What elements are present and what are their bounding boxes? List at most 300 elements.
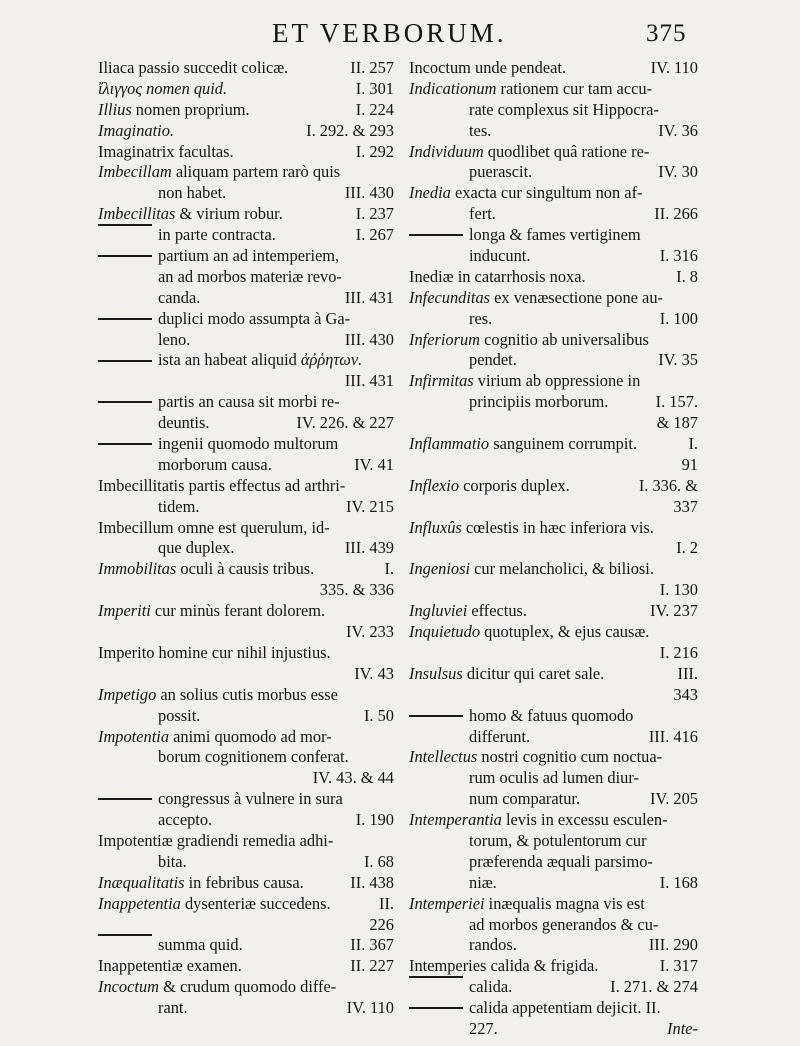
index-line (98, 977, 394, 998)
page-reference: IV. 41 (354, 454, 394, 474)
index-line (409, 100, 698, 121)
entry-text: canda. (158, 287, 201, 307)
entry-heading (98, 873, 304, 894)
entry-text: & crudum quomodo diffe- (159, 977, 337, 997)
entry-text: tes. (469, 120, 492, 140)
index-line (409, 580, 698, 601)
entry-heading (98, 894, 331, 915)
entry-text: Inflexio (409, 475, 460, 495)
page-reference: I. 157. (655, 392, 698, 412)
entry-heading (158, 330, 190, 351)
index-line (98, 810, 394, 831)
entry-text: inæqualis magna vis est (484, 893, 645, 913)
entry-heading (469, 309, 492, 330)
page-reference: III. 431 (344, 287, 394, 307)
index-line (409, 434, 698, 455)
entry-text: Iliaca passio succedit colicæ. (98, 58, 289, 77)
entry-heading (409, 58, 566, 79)
index-line (409, 330, 698, 351)
page-reference: I. 292 (355, 141, 394, 161)
index-line (98, 643, 394, 664)
entry-text: Imbecillitatis partis effectus ad arthri- (98, 475, 346, 495)
index-line (98, 79, 394, 100)
entry-text: torum, & potulentorum cur (469, 830, 647, 850)
index-line (409, 79, 698, 100)
entry-heading (158, 183, 226, 204)
page-reference: I. 100 (659, 308, 698, 328)
entry-text: dicitur qui caret sale. (462, 663, 605, 683)
index-line (98, 476, 394, 497)
index-line (98, 183, 394, 204)
entry-text: Inflammatio (409, 434, 490, 454)
index-line (98, 831, 394, 852)
entry-heading (409, 267, 586, 288)
page-reference: & 187 (656, 413, 698, 433)
entry-text: fert. (469, 204, 496, 224)
index-line (98, 100, 394, 121)
index-line (98, 413, 394, 434)
entry-text: congressus à vulnere in sura (158, 789, 343, 809)
index-line (98, 225, 394, 246)
entry-text: animi quomodo ad mor- (169, 726, 332, 746)
ditto-dash (98, 224, 152, 226)
page-reference: II. 257 (350, 58, 394, 77)
entry-text: Ingluviei (409, 601, 468, 621)
entry-text: bita. (158, 851, 187, 871)
entry-heading (158, 810, 212, 831)
index-line (409, 706, 698, 727)
index-line (98, 956, 394, 977)
index-line (409, 789, 698, 810)
index-line (98, 685, 394, 706)
entry-heading (409, 476, 570, 497)
index-line (98, 873, 394, 894)
entry-text: rum oculis ad lumen diur- (469, 768, 639, 788)
page-reference: I. 68 (363, 851, 394, 871)
index-line (409, 476, 698, 497)
entry-text: Insulsus (409, 663, 463, 683)
index-line (409, 559, 698, 580)
entry-text: Immobilitas (98, 559, 177, 579)
entry-text: Intemperiei (409, 893, 485, 913)
entry-text: levis in excessu esculen- (501, 810, 668, 830)
entry-text: cognitio ab universalibus (480, 329, 649, 349)
index-line (98, 706, 394, 727)
index-line (98, 935, 394, 956)
page-reference: I. 190 (355, 810, 394, 830)
entry-text: tidem. (158, 496, 200, 516)
index-line (409, 413, 698, 434)
entry-text: rant. (158, 998, 188, 1018)
entry-text: calida appetentiam dejicit. II. (469, 998, 661, 1018)
index-line (409, 831, 698, 852)
page-reference: III. 431 (344, 371, 394, 391)
page-reference: II. 266 (654, 204, 698, 224)
page-reference: IV. 30 (658, 162, 698, 182)
index-line (98, 664, 394, 685)
index-line (98, 852, 394, 873)
entry-heading (98, 121, 174, 142)
entry-heading (469, 246, 530, 267)
page-reference: III. (677, 663, 698, 683)
entry-text: oculi à causis tribus. (176, 559, 315, 579)
entry-text: leno. (158, 329, 191, 349)
index-line (409, 497, 698, 518)
index-line (409, 664, 698, 685)
page-reference: I. 224 (355, 99, 394, 119)
page-reference: 91 (681, 454, 698, 474)
entry-text: cœlestis in hæc inferiora vis. (461, 517, 654, 537)
entry-text: Inæqualitatis (98, 872, 185, 892)
ditto-dash (98, 255, 152, 257)
entry-heading (469, 162, 532, 183)
entry-text: Intemperies calida & frigida. (409, 956, 599, 976)
entry-text: borum cognitionem conferat. (158, 747, 349, 767)
page-reference: IV. 35 (658, 350, 698, 370)
page-reference: 343 (673, 684, 698, 704)
index-line (409, 350, 698, 371)
entry-text: Intemperantia (409, 810, 502, 830)
page-reference: Inte- (667, 1018, 698, 1038)
entry-heading (469, 935, 517, 956)
page-reference: I. (384, 559, 394, 579)
entry-text: exacta cur singultum non af- (450, 183, 643, 203)
index-line (409, 538, 698, 559)
page-reference: I. 168 (659, 872, 698, 892)
index-line (409, 121, 698, 142)
ditto-dash (409, 234, 463, 236)
page-reference: I. 2 (676, 538, 698, 558)
page-reference: III. 439 (344, 538, 394, 558)
entry-text: Infirmitas (409, 371, 474, 391)
entry-text: partis an causa sit morbi re- (158, 392, 340, 412)
index-line (98, 622, 394, 643)
index-line (409, 915, 698, 936)
entry-text: Imaginatio. (98, 120, 175, 140)
entry-heading (98, 956, 242, 977)
entry-heading (469, 789, 580, 810)
page-reference: III. 416 (648, 726, 698, 746)
index-line (98, 434, 394, 455)
index-line (409, 225, 698, 246)
page-reference: I. 292. & 293 (306, 120, 394, 140)
entry-heading (469, 350, 517, 371)
index-line (98, 246, 394, 267)
entry-heading (409, 601, 527, 622)
entry-text: 227. (469, 1018, 498, 1038)
page-reference: I. 316 (659, 246, 698, 266)
entry-heading (98, 79, 227, 100)
index-line (98, 121, 394, 142)
index-line (98, 267, 394, 288)
page-number: 375 (646, 20, 687, 47)
entry-text: ingenii quomodo multorum (158, 434, 339, 454)
index-line (409, 1019, 698, 1040)
page-reference: III. 430 (344, 329, 394, 349)
index-line (98, 559, 394, 580)
page-reference: 337 (673, 496, 698, 516)
entry-text: inducunt. (469, 246, 531, 266)
entry-text: Inappetentia (98, 893, 181, 913)
index-line (409, 142, 698, 163)
entry-text: Incoctum unde pendeat. (409, 58, 567, 77)
index-line (409, 455, 698, 476)
entry-heading (98, 100, 250, 121)
index-line (409, 183, 698, 204)
entry-text: effectus. (467, 601, 528, 621)
entry-text: Inquietudo (409, 622, 481, 642)
index-line (409, 371, 698, 392)
entry-heading (158, 852, 187, 873)
entry-text: puerascit. (469, 162, 533, 182)
entry-heading (98, 559, 314, 580)
entry-text: Intellectus (409, 747, 478, 767)
entry-text: præferenda æquali parsimo- (469, 851, 653, 871)
index-line (409, 685, 698, 706)
index-line (409, 246, 698, 267)
ditto-dash (98, 443, 152, 445)
index-line (409, 873, 698, 894)
entry-heading (158, 288, 200, 309)
entry-text: Inappetentiæ examen. (98, 956, 242, 976)
entry-text: an solius cutis morbus esse (156, 684, 338, 704)
entry-text: ἀῤῥητων. (300, 350, 363, 370)
entry-text: Ingeniosi (409, 559, 471, 579)
index-line (98, 915, 394, 936)
index-line (98, 998, 394, 1019)
entry-text: Illius (98, 99, 132, 119)
entry-heading (469, 1019, 498, 1040)
index-line (409, 977, 698, 998)
entry-text: que duplex. (158, 538, 235, 558)
entry-text: principiis morborum. (469, 392, 609, 412)
page-reference: IV. 110 (650, 58, 698, 77)
entry-text: nostri cognitio cum noctua- (477, 747, 663, 767)
ditto-dash (409, 1007, 463, 1009)
entry-text: virium ab oppressione in (473, 371, 641, 391)
page-reference: II. 367 (350, 935, 394, 955)
page-reference: IV. 226. & 227 (296, 413, 394, 433)
entry-text: quotuplex, & ejus causæ. (480, 622, 650, 642)
entry-text: Inediæ in catarrhosis noxa. (409, 266, 586, 286)
entry-text: num comparatur. (469, 789, 581, 809)
index-line (409, 727, 698, 748)
page-reference: I. 317 (659, 956, 698, 976)
entry-text: niæ. (469, 872, 497, 892)
entry-text: Infecunditas (409, 287, 491, 307)
entry-text: res. (469, 308, 493, 328)
index-line (409, 747, 698, 768)
entry-text: ad morbos generandos & cu- (469, 914, 659, 934)
page-reference: I. 271. & 274 (610, 977, 698, 997)
page-reference: IV. 43. & 44 (312, 768, 394, 788)
index-line (98, 727, 394, 748)
page-reference: II. 227 (350, 956, 394, 976)
page-reference: II. 438 (350, 872, 394, 892)
entry-heading (469, 121, 491, 142)
running-title: ET VERBORUM. (272, 18, 507, 48)
entry-text: & virium robur. (175, 204, 283, 224)
entry-text: Imbecillitas (98, 204, 176, 224)
index-line (409, 894, 698, 915)
entry-heading (158, 225, 356, 246)
entry-text: Individuum (409, 141, 484, 161)
entry-text: Imaginatrix facultas. (98, 141, 234, 161)
entry-text: homo & fatuus quomodo (469, 705, 634, 725)
index-line (409, 518, 698, 539)
index-line (409, 288, 698, 309)
index-line (98, 371, 394, 392)
entry-text: cur melancholici, & biliosi. (470, 559, 654, 579)
index-line (98, 747, 394, 768)
index-line (409, 935, 698, 956)
page-reference: I. 50 (363, 705, 394, 725)
entry-text: ista an habeat aliquid (158, 350, 301, 370)
entry-heading (158, 413, 209, 434)
index-line (409, 998, 698, 1019)
page-reference: I. 267 (355, 225, 394, 245)
index-line (409, 956, 698, 977)
index-line (409, 768, 698, 789)
index-line (409, 601, 698, 622)
index-line (98, 288, 394, 309)
index-line (409, 643, 698, 664)
page-reference: I. 216 (659, 642, 698, 662)
index-line (98, 58, 394, 79)
entry-text: possit. (158, 705, 201, 725)
entry-text: Inedia (409, 183, 451, 203)
entry-text: Impetigo (98, 684, 157, 704)
index-line (98, 309, 394, 330)
index-line (409, 392, 698, 413)
entry-text: nomen proprium. (131, 99, 250, 119)
entry-text: randos. (469, 935, 517, 955)
entry-heading (469, 392, 608, 413)
index-line (98, 455, 394, 476)
entry-text: Imperiti (98, 601, 151, 621)
index-line (409, 622, 698, 643)
entry-text: Imbecillam (98, 162, 172, 182)
page-reference: III. 290 (648, 935, 698, 955)
entry-text: calida. (469, 977, 513, 997)
ditto-dash (98, 360, 152, 362)
entry-heading (409, 434, 637, 455)
index-line (98, 789, 394, 810)
right-index-column (409, 58, 698, 1040)
page-reference: II. (378, 893, 394, 913)
entry-text: Imbecillum omne est querulum, id- (98, 517, 330, 537)
entry-heading (158, 538, 234, 559)
entry-text: duplici modo assumpta à Ga- (158, 308, 351, 328)
page-reference: IV. 43 (354, 663, 394, 683)
entry-text: an ad morbos materiæ revo- (158, 266, 342, 286)
entry-text: Inferiorum (409, 329, 481, 349)
entry-heading (469, 873, 497, 894)
entry-heading (158, 497, 199, 518)
page-reference: IV. 233 (346, 622, 394, 642)
index-line (98, 204, 394, 225)
page-reference: I. (688, 434, 698, 454)
page-reference: IV. 205 (650, 789, 698, 809)
entry-text: rate complexus sit Hippocra- (469, 99, 659, 119)
index-line (98, 580, 394, 601)
left-index-column (98, 58, 394, 1019)
index-line (98, 350, 394, 371)
running-header (0, 12, 800, 52)
page-reference: 335. & 336 (319, 580, 394, 600)
index-line (409, 58, 698, 79)
entry-text: quodlibet quâ ratione re- (483, 141, 650, 161)
entry-text: aliquam partem rarò quis (171, 162, 341, 182)
entry-text: summa quid. (158, 935, 243, 955)
page-reference: IV. 237 (650, 601, 698, 621)
entry-text: in febribus causa. (184, 872, 304, 892)
page-reference: I. 237 (355, 204, 394, 224)
entry-heading (158, 455, 272, 476)
entry-text: pendet. (469, 350, 517, 370)
page-reference: IV. 215 (346, 496, 394, 516)
index-line (98, 894, 394, 915)
entry-text: ἴλιγγος nomen quid. (98, 78, 228, 98)
entry-text: cur minùs ferant dolorem. (150, 601, 326, 621)
entry-heading (469, 204, 496, 225)
entry-heading (469, 727, 530, 748)
entry-text: Imperito homine cur nihil injustius. (98, 642, 331, 662)
index-line (98, 497, 394, 518)
entry-heading (158, 935, 350, 956)
entry-text: non habet. (158, 183, 227, 203)
page-reference: III. 430 (344, 183, 394, 203)
page-reference: I. 336. & (638, 475, 698, 495)
ditto-dash (409, 715, 463, 717)
ditto-dash (98, 401, 152, 403)
index-line (98, 142, 394, 163)
entry-heading (409, 956, 598, 977)
entry-heading (469, 977, 610, 998)
index-line (409, 852, 698, 873)
index-line (98, 768, 394, 789)
index-line (98, 601, 394, 622)
ditto-dash (98, 318, 152, 320)
ditto-dash (98, 934, 152, 936)
entry-text: Incoctum (98, 977, 159, 997)
entry-heading (98, 142, 234, 163)
index-line (409, 267, 698, 288)
entry-heading (409, 664, 604, 685)
entry-text: corporis duplex. (459, 475, 570, 495)
page-reference: 226 (369, 914, 394, 934)
entry-text: accepto. (158, 810, 213, 830)
entry-heading (158, 706, 200, 727)
entry-text: Impotentia (98, 726, 170, 746)
entry-text: partium an ad intemperiem, (158, 246, 340, 266)
page-reference: I. 130 (659, 580, 698, 600)
entry-text: rationem cur tam accu- (496, 78, 653, 98)
index-line (98, 392, 394, 413)
page-reference: I. 301 (355, 78, 394, 98)
entry-text: ex venæsectione pone au- (490, 287, 663, 307)
entry-text: differunt. (469, 726, 531, 746)
index-line (409, 309, 698, 330)
index-line (409, 204, 698, 225)
index-line (98, 518, 394, 539)
entry-heading (98, 204, 283, 225)
entry-text: Influxûs (409, 517, 462, 537)
page-reference: IV. 36 (658, 120, 698, 140)
ditto-dash (98, 798, 152, 800)
entry-text: deuntis. (158, 413, 210, 433)
index-line (409, 162, 698, 183)
